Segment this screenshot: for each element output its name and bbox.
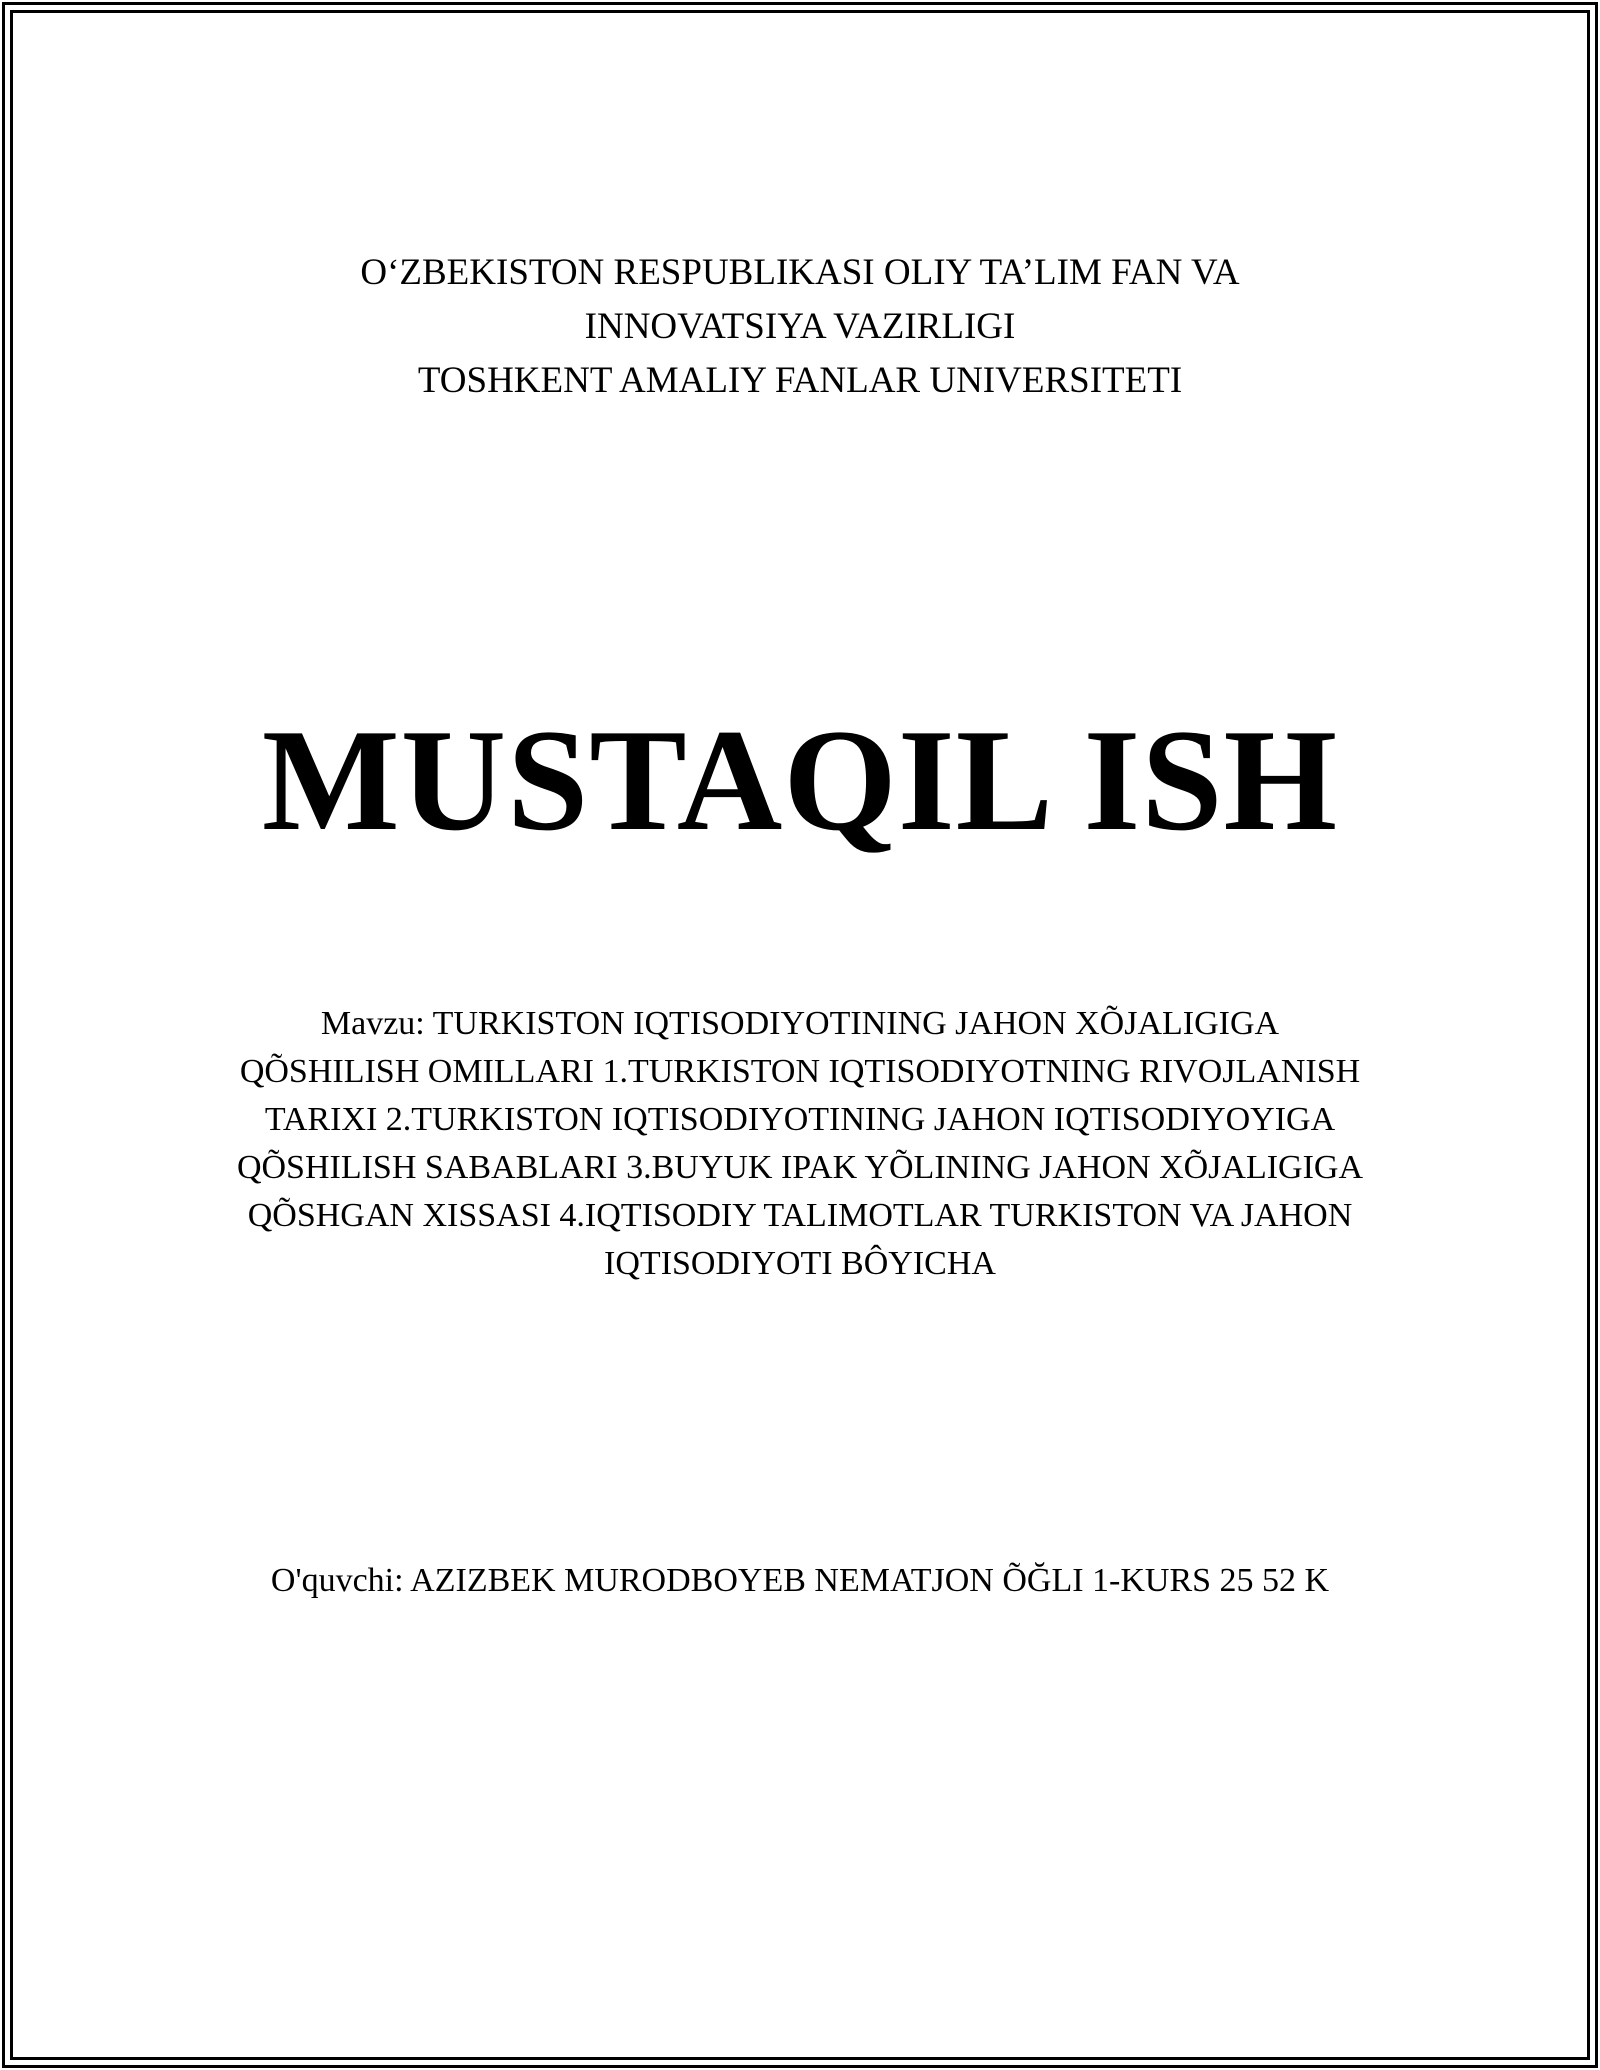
header-block <box>0 246 1600 408</box>
topic-text: Mavzu: TURKISTON IQTISODIYOTINING JAHON XÕJALIGIGA QÕSHILISH OMILLARI 1.TURKISTON IQTISODIYOTNING RIVOJLANISH TARIXI 2.TURKISTON IQTISODIYOTINING JAHON IQTISODIYOYIGA QÕSHILISH SABABLARI 3.BUYUK IPAK YÕLINING JAHON XÕJALIGIGA QÕSHGAN XISSASI 4.IQTISODIY TALIMOTLAR TURKISTON VA JAHON IQTISODIYOTI BÔYICHA <box>236 1005 1364 1282</box>
student-info: O'quvchi: AZIZBEK MURODBOYEB NEMATJON ÕĞLI 1-KURS 25 52 K <box>270 1562 1330 1599</box>
ministry-line-2: INNOVATSIYA VAZIRLIGI <box>584 306 1016 347</box>
document-title: MUSTAQIL ISH <box>261 699 1339 861</box>
ministry-line-1: O‘ZBEKISTON RESPUBLIKASI OLIY TA’LIM FAN VA <box>360 252 1240 293</box>
university-name: TOSHKENT AMALIY FANLAR UNIVERSITETI <box>417 360 1183 401</box>
